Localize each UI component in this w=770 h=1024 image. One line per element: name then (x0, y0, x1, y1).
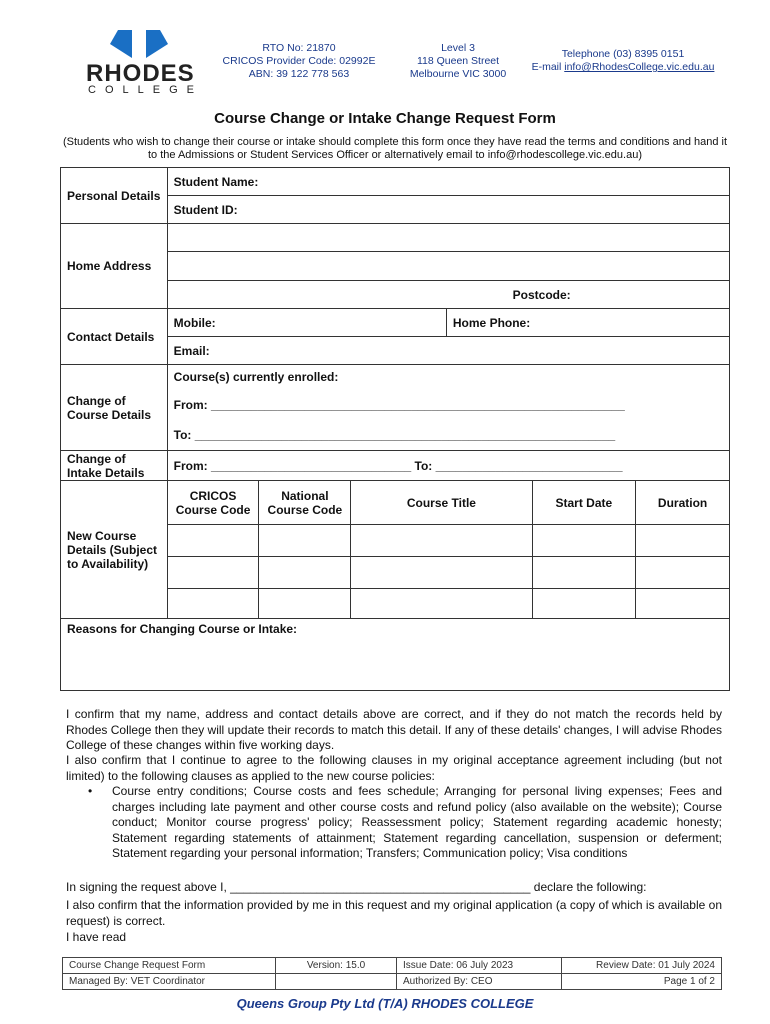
footer-review-date: Review Date: 01 July 2024 (562, 958, 722, 974)
address-line-field-1[interactable] (167, 224, 729, 252)
address-line-3: Melbourne VIC 3000 (409, 68, 507, 80)
cell-duration[interactable] (636, 557, 730, 589)
cell-national[interactable] (259, 589, 351, 619)
form-subtitle: (Students who wish to change their course or intake should complete this form once they have read the terms and conditions and hand it to the Admissions or Student Services Officer or alternatively email to info@rhodescollege.vic.edu.au) (62, 136, 728, 161)
mobile-field[interactable]: Mobile: (167, 309, 446, 337)
confirm-paragraph-4: I have read (66, 930, 127, 944)
cell-title[interactable] (351, 589, 532, 619)
form-title: Course Change or Intake Change Request Form (214, 110, 556, 127)
footer-authorized-by: Authorized By: CEO (397, 974, 562, 990)
abn: ABN: 39 122 778 563 (248, 68, 350, 80)
address-info (398, 42, 518, 81)
confirm-paragraph-3: I also confirm that the information provided by me in this request and my original application (a copy of which is available on request) is correct. (66, 898, 722, 928)
signing-text-b: declare the following: (530, 880, 647, 894)
address-line-2: 118 Queen Street (416, 55, 500, 67)
contact-details-label: Contact Details (61, 309, 168, 365)
address-line-field-2[interactable] (167, 252, 729, 281)
cell-national[interactable] (259, 525, 351, 557)
confirm-paragraph-2: I also confirm that I continue to agree to the following clauses in my original acceptance agreement including (but not limited) to the following clauses as applied to the new course policies: (66, 753, 722, 783)
signing-name-line[interactable]: _____________________________________________ (230, 880, 531, 894)
email-line (528, 61, 718, 74)
request-form-table (60, 167, 730, 691)
col-cricos-code: CRICOS Course Code (167, 481, 259, 525)
rto-info (218, 42, 380, 81)
cell-duration[interactable] (636, 589, 730, 619)
footer-table (62, 957, 722, 990)
rto-number: RTO No: 21870 (262, 42, 336, 54)
home-address-label: Home Address (61, 224, 168, 309)
postcode-field[interactable]: Postcode: (167, 281, 729, 309)
reasons-field[interactable]: Reasons for Changing Course or Intake: (61, 619, 730, 691)
address-line-1: Level 3 (441, 42, 475, 54)
cricos-code: CRICOS Provider Code: 02992E (222, 55, 376, 67)
footer-managed-by: Managed By: VET Coordinator (63, 974, 276, 990)
footer-form-name: Course Change Request Form (63, 958, 276, 974)
cell-cricos[interactable] (167, 589, 259, 619)
col-start-date: Start Date (532, 481, 636, 525)
student-id-field[interactable]: Student ID: (167, 196, 729, 224)
footer-page-number: Page 1 of 2 (562, 974, 722, 990)
course-from-field[interactable]: From: ______________________________________________________________ (167, 389, 729, 421)
cell-cricos[interactable] (167, 557, 259, 589)
email-field[interactable]: Email: (167, 337, 729, 365)
email-link[interactable]: info@RhodesCollege.vic.edu.au (564, 61, 715, 73)
cell-title[interactable] (351, 557, 532, 589)
home-phone-field[interactable]: Home Phone: (446, 309, 729, 337)
contact-info (528, 48, 718, 74)
logo-sub: COLLEGE (88, 84, 203, 96)
cell-start[interactable] (532, 525, 636, 557)
cell-start[interactable] (532, 557, 636, 589)
cell-duration[interactable] (636, 525, 730, 557)
cell-national[interactable] (259, 557, 351, 589)
student-name-field[interactable]: Student Name: (167, 168, 729, 196)
change-intake-label: Change of Intake Details (61, 451, 168, 481)
policy-clauses: Course entry conditions; Course costs and fees schedule; Arranging for personal living expenses; Fees and charges including late payment and other course costs and refund policy (also available on the website); Course conduct; Monitor course progress' policy; Reassessment policy; Statement regarding academic honesty; Statement regarding statements of attainment; Statement regarding cancellation, suspension or deferment; Statement regarding your personal information; Transfers; Communication policy; Visa conditions (112, 784, 722, 860)
cell-start[interactable] (532, 589, 636, 619)
col-national-code: National Course Code (259, 481, 351, 525)
course-to-field[interactable]: To: _______________________________________________________________ (167, 421, 729, 451)
signing-statement (66, 880, 722, 896)
confirm-paragraph-1: I confirm that my name, address and contact details above are correct, and if they do not match the records held by Rhodes College then they will update their records to match this detail. If any of these details' changes, I will advise Rhodes College of these changes within five working days. (66, 707, 722, 752)
intake-from-to-field[interactable]: From: ______________________________ To: ____________________________ (167, 451, 729, 481)
footer-version: Version: 15.0 (276, 958, 397, 974)
college-logo-mark (110, 28, 168, 58)
cell-title[interactable] (351, 525, 532, 557)
col-course-title: Course Title (351, 481, 532, 525)
footer-issue-date: Issue Date: 06 July 2023 (397, 958, 562, 974)
footer-company: Queens Group Pty Ltd (T/A) RHODES COLLEGE (236, 996, 534, 1011)
bullet-icon: • (88, 784, 93, 798)
personal-details-label: Personal Details (61, 168, 168, 224)
col-duration: Duration (636, 481, 730, 525)
logo-name: RHODES (86, 60, 195, 87)
courses-enrolled-label: Course(s) currently enrolled: (167, 365, 729, 389)
signing-text-a: In signing the request above I, (66, 880, 231, 894)
email-prefix: E-mail (531, 61, 565, 73)
cell-cricos[interactable] (167, 525, 259, 557)
telephone: Telephone (03) 8395 0151 (561, 48, 685, 60)
change-course-label: Change of Course Details (61, 365, 168, 451)
new-course-label: New Course Details (Subject to Availability) (61, 481, 168, 619)
